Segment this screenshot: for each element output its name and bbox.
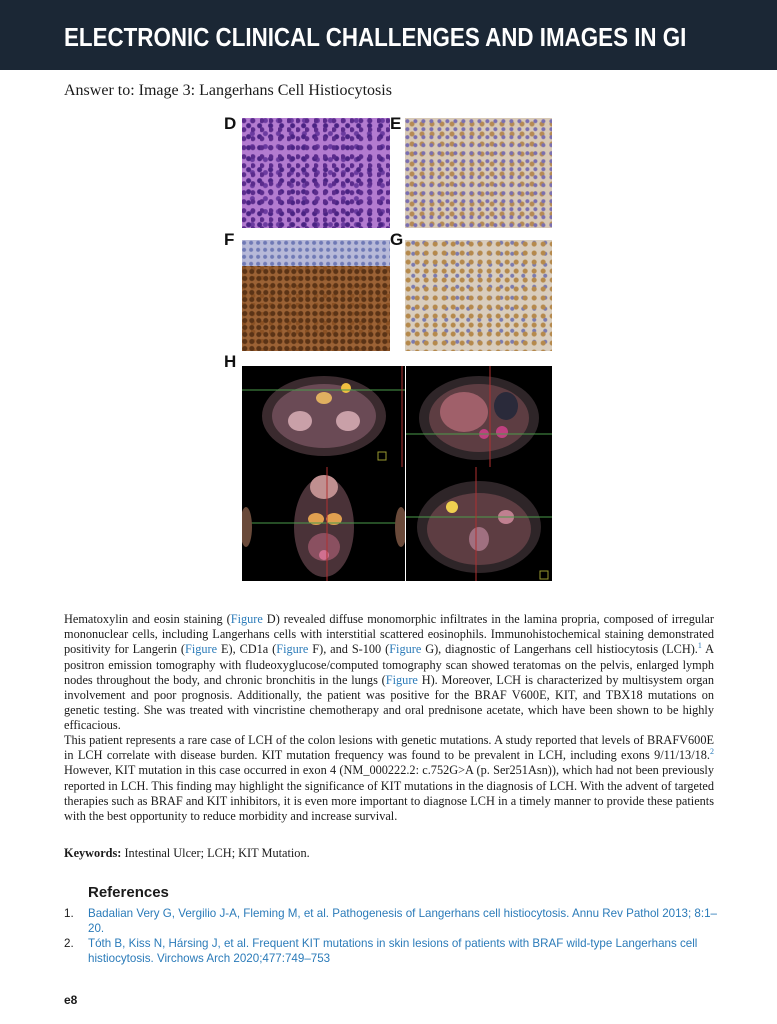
he-stain-image	[242, 118, 390, 228]
figure-link[interactable]: Figure	[276, 642, 309, 657]
citation-link[interactable]: 2	[710, 747, 714, 757]
text-run: G), diagnostic of Langerhans cell histiocytosis (LCH).	[421, 642, 698, 657]
panel-letter-d: D	[224, 114, 237, 133]
panel-letter-g: G	[390, 230, 404, 249]
panel-letter-f: F	[224, 230, 235, 249]
reference-number: 2.	[64, 937, 74, 950]
text-run: This patient represents a rare case of LCH of the colon lesions with genetic mutations. A study reported that levels of BRAFV600E in LCH correlate with disease burden. KIT mutation frequency was found to be prevalent in LCH, including exons 9/11/13/18.	[64, 733, 714, 763]
text-run: Hematoxylin and eosin staining (	[64, 612, 231, 626]
figure-link[interactable]: Figure	[389, 642, 422, 657]
keywords-text: Intestinal Ulcer; LCH; KIT Mutation.	[121, 846, 310, 860]
figure-link[interactable]: Figure	[230, 612, 263, 626]
pet-ct-axial-neck-image	[406, 467, 552, 581]
pet-ct-axial-pelvis-image	[242, 366, 405, 467]
text-run: H). Moreover, LCH is characterized by multisystem organ involvement and poor prognosis. Additionally, the patient was positive for the BRAF V600E, KIT, and TBX18 mutations on genetic testing. She was treated with vincristine chemotherapy and oral prednisone acetate, which have been shown to be highly efficacious.	[64, 672, 714, 733]
paragraph-discussion	[64, 733, 714, 824]
citation-link[interactable]: 1	[697, 641, 702, 651]
paragraph-findings	[64, 612, 714, 734]
references-heading: References	[88, 884, 169, 901]
text-run: D) revealed diffuse monomorphic infiltrates in the lamina propria, composed of irregular mononuclear cells, including Langerhans cells with interstitial scattered eosinophils. Immunohistochemical staining demonstrated positivity for Langerin (	[64, 612, 714, 657]
keywords-line	[64, 846, 310, 861]
text-run: However, KIT mutation in this case occurred in exon 4 (NM_000222.2: c.752G>A (p. Ser251Asn)), which had not been previously reported in LCH. This finding may highlight the significance of KIT mutations in the diagnosis of LCH. With the advent of targeted therapies such as BRAF and KIT inhibitors, it is even more important to diagnose LCH in a timely manner to provide these patients with the best opportunity to reduce morbidity and increase survival.	[64, 763, 714, 824]
reference-link[interactable]: Tóth B, Kiss N, Hársing J, et al. Frequent KIT mutations in skin lesions of patients with BRAF wild-type Langerhans cell histiocytosis. Virchows Arch 2020;477:749–753	[88, 937, 698, 965]
panel-letter-e: E	[390, 114, 402, 133]
figure-link[interactable]: Figure	[385, 672, 418, 687]
page-number: e8	[64, 993, 78, 1007]
keywords-label: Keywords:	[64, 846, 122, 860]
reference-item	[64, 936, 724, 966]
text-run: F), and S-100 (	[308, 642, 390, 657]
figure-link[interactable]: Figure	[184, 642, 218, 657]
banner-title: ELECTRONIC CLINICAL CHALLENGES AND IMAGES IN GI	[64, 22, 687, 52]
reference-number: 1.	[64, 907, 74, 920]
reference-item	[64, 906, 724, 936]
panel-letter-h: H	[224, 352, 237, 371]
text-run: E), CD1a (	[217, 642, 277, 657]
s100-stain-image	[405, 240, 552, 351]
pet-ct-coronal-image	[242, 467, 405, 581]
reference-link[interactable]: Badalian Very G, Vergilio J-A, Fleming M, et al. Pathogenesis of Langerhans cell histiocytosis. Annu Rev Pathol 2013; 8:1–20.	[88, 907, 717, 935]
text-run: A positron emission tomography with fludeoxyglucose/computed tomography scan showed teratomas on the pelvis, enlarged lymph nodes throughout the body, and chronic bronchitis in the lungs (	[64, 642, 714, 687]
langerin-stain-image	[405, 118, 552, 228]
journal-banner	[0, 0, 777, 70]
cd1a-stain-image	[242, 240, 390, 351]
pet-ct-axial-abdomen-image	[406, 366, 552, 467]
answer-title: Answer to: Image 3: Langerhans Cell Histiocytosis	[64, 82, 392, 99]
